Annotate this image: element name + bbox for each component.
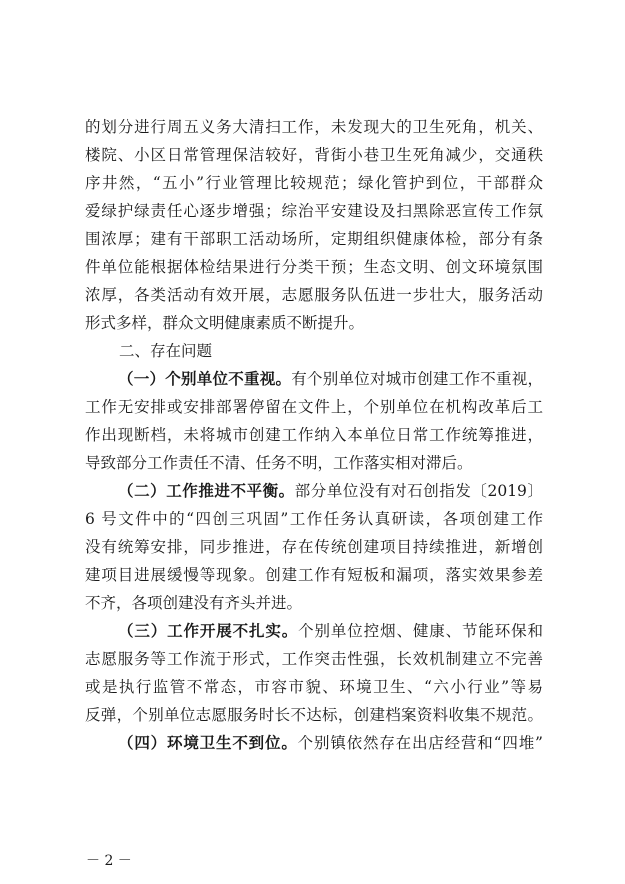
- paragraph-line: 件单位能根据体检结果进行分类干预；生态文明、创文环境氛围: [85, 258, 543, 276]
- paragraph-line: 形式多样，群众文明健康素质不断提升。: [85, 314, 365, 332]
- item-label: （二）工作推进不平衡。: [118, 481, 295, 500]
- paragraph-line: 爱绿护绿责任心逐步增强；综治平安建设及扫黑除恶宣传工作氛: [85, 202, 543, 220]
- item-line: 工作无安排或安排部署停留在文件上，个别单位在机构改革后工: [85, 398, 543, 416]
- item-first-line: [85, 617, 543, 645]
- item-first-line: [85, 365, 543, 393]
- document-body: [85, 113, 543, 757]
- item-text: 个别单位控烟、健康、节能环保和: [298, 622, 543, 640]
- paragraph-line: 序井然，“五小”行业管理比较规范；绿化管护到位，干部群众: [85, 174, 543, 192]
- item-line: 或是执行监管不常态，市容市貌、环境卫生、“六小行业”等易: [85, 678, 543, 696]
- item-label: （三）工作开展不扎实。: [118, 621, 299, 640]
- item-label: （四）环境卫生不到位。: [118, 733, 298, 752]
- item-line: 志愿服务等工作流于形式，工作突击性强，长效机制建立不完善: [85, 650, 543, 668]
- item-first-line: [85, 477, 543, 505]
- item-text: 部分单位没有对石创指发〔2019〕: [294, 482, 543, 500]
- item-label: （一）个别单位不重视。: [118, 369, 292, 388]
- paragraph-line: 楼院、小区日常管理保洁较好，背街小巷卫生死角减少，交通秩: [85, 146, 543, 164]
- item-first-line: [85, 729, 543, 757]
- item-text: 有个别单位对城市创建工作不重视，: [291, 370, 543, 388]
- paragraph-line: 的划分进行周五义务大清扫工作，未发现大的卫生死角，机关、: [85, 118, 543, 136]
- item-line: 6 号文件中的“四创三巩固”工作任务认真研读，各项创建工作: [85, 510, 543, 528]
- paragraph-line: 浓厚，各类活动有效开展，志愿服务队伍进一步壮大，服务活动: [85, 286, 543, 304]
- item-line: 建项目进展缓慢等现象。创建工作有短板和漏项，落实效果参差: [85, 566, 543, 584]
- item-line: 不齐，各项创建没有齐头并进。: [85, 594, 303, 612]
- page-number: － 2 －: [86, 853, 132, 869]
- item-line: 作出现断档，未将城市创建工作纳入本单位日常工作统筹推进，: [85, 426, 543, 444]
- section-heading: 二、存在问题: [119, 342, 213, 360]
- item-line: 导致部分工作责任不清、任务不明，工作落实相对滞后。: [85, 454, 473, 472]
- item-text: 个别镇依然存在出店经营和“四堆”: [297, 734, 543, 752]
- item-line: 没有统筹安排，同步推进，存在传统创建项目持续推进，新增创: [85, 538, 543, 556]
- paragraph-line: 围浓厚；建有干部职工活动场所，定期组织健康体检，部分有条: [85, 230, 543, 248]
- item-line: 反弹，个别单位志愿服务时长不达标，创建档案资料收集不规范。: [85, 706, 543, 724]
